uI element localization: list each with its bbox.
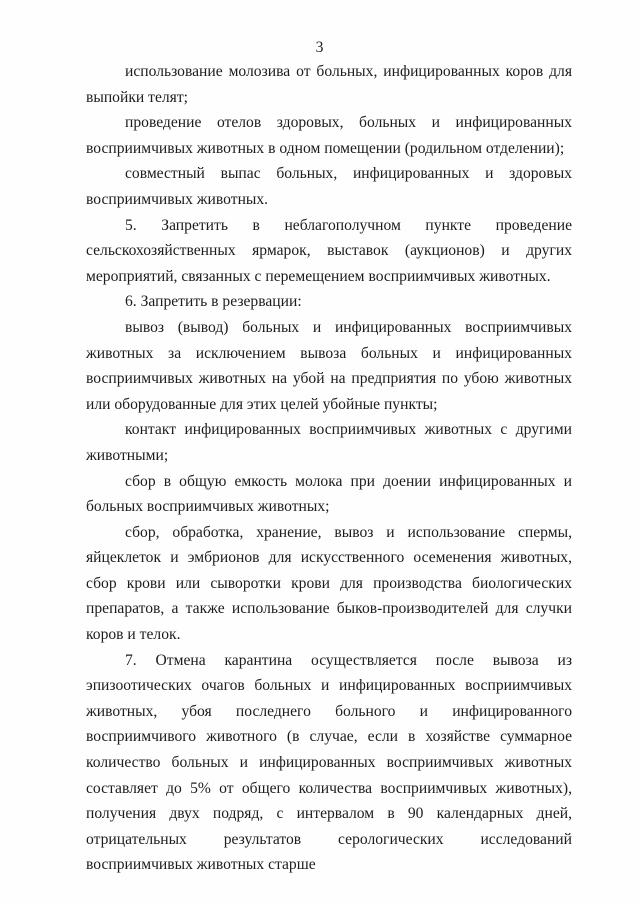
document-body xyxy=(86,59,572,878)
paragraph-calving: проведение отелов здоровых, больных и инфицированных восприимчивых животных в одном помещении (родильном отделении); xyxy=(86,114,572,157)
paragraph-sperm-collection: сбор, обработка, хранение, вывоз и использование спермы, яйцеклеток и эмбрионов для искусственного осеменения животных, сбор крови или сыворотки крови для производства биологических препаратов, а также использование быков-производителей для случки коров и телок. xyxy=(86,523,572,644)
paragraph-item-5: 5. Запретить в неблагополучном пункте проведение сельскохозяйственных ярмарок, выставок (аукционов) и других мероприятий, связанных с перемещением восприимчивых животных. xyxy=(86,216,572,285)
paragraph-milk-collection: сбор в общую емкость молока при доении инфицированных и больных восприимчивых животных; xyxy=(86,472,572,516)
paragraph-grazing: совместный выпас больных, инфицированных и здоровых восприимчивых животных. xyxy=(86,165,572,208)
paragraph-contact: контакт инфицированных восприимчивых животных с другими животными; xyxy=(86,421,572,464)
paragraph-item-6: 6. Запретить в резервации: xyxy=(125,293,302,311)
paragraph-removal: вывоз (вывод) больных и инфицированных восприимчивых животных за исключением вывоза больных и инфицированных восприимчивых животных на убой на предприятия по убою животных или оборудованные для этих целей убойные пункты; xyxy=(86,318,572,413)
paragraph-item-7: 7. Отмена карантина осуществляется после вывоза из эпизоотических очагов больных и инфицированных восприимчивых животных, убоя последнего больного и инфицированного восприимчивого животного (в случае, если в хозяйстве суммарное количество больных и инфицированных восприимчивых животных составляет до 5% от общего количества восприимчивых животных), получения двух подряд, с интервалом в 90 календарных дней, отрицательных результатов серологических исследований восприимчивых животных старше xyxy=(86,651,572,874)
paragraph-colostrum: использование молозива от больных, инфицированных коров для выпойки телят; xyxy=(86,63,572,106)
page-number: 3 xyxy=(315,39,324,56)
